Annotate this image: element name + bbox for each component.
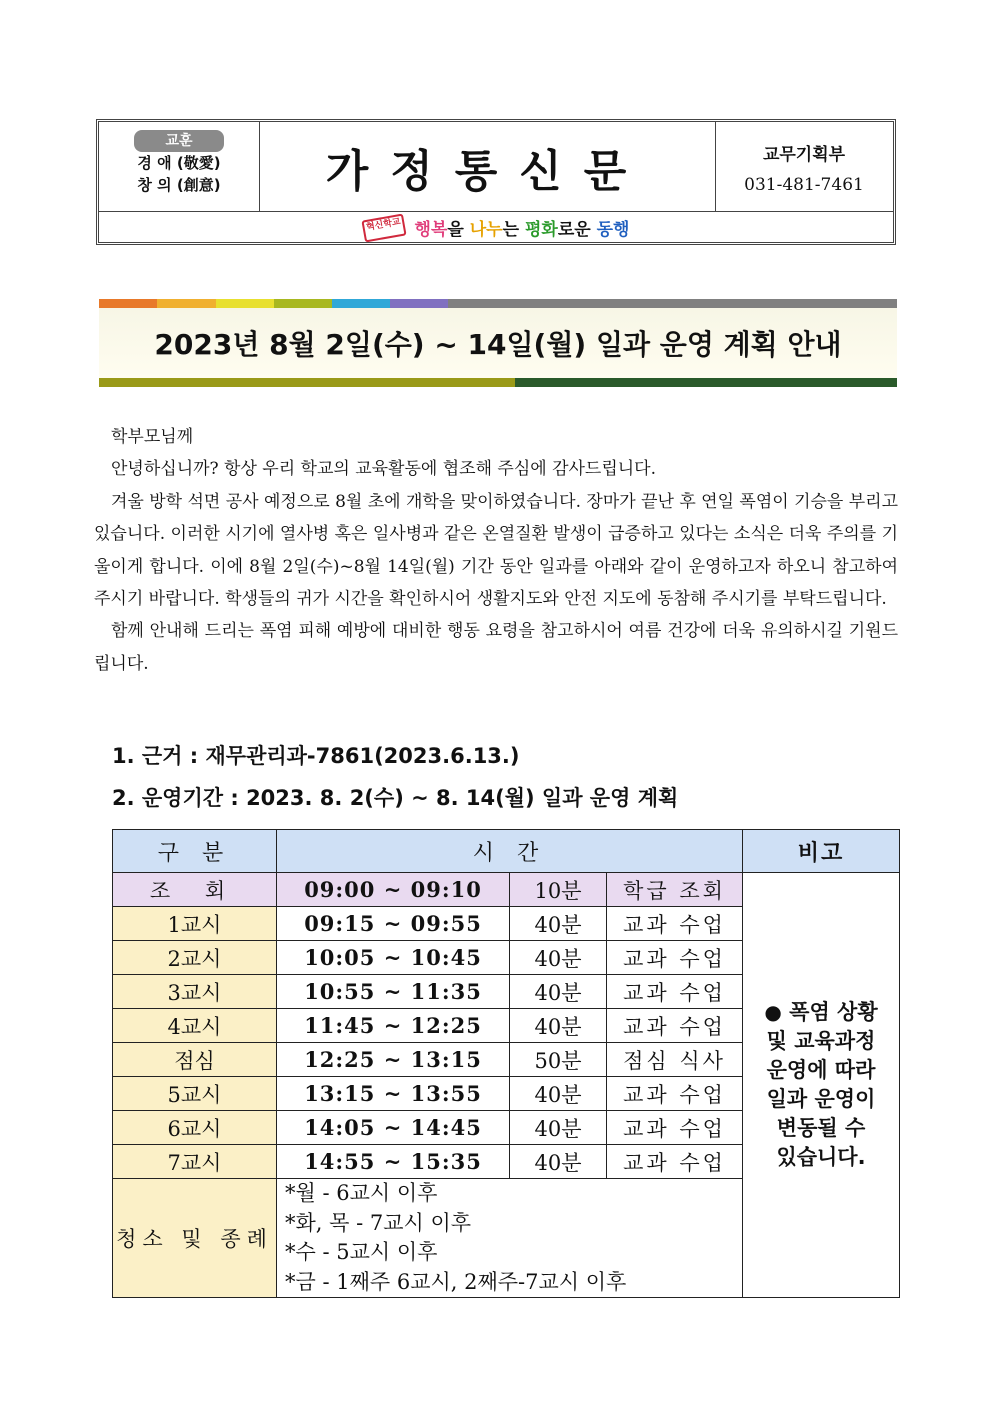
row-activity: 교과 수업: [607, 1145, 743, 1179]
row-label: 6교시: [113, 1111, 277, 1145]
row-label: 7교시: [113, 1145, 277, 1179]
remark-line: 운영에 따라: [766, 1058, 876, 1082]
row-time: 12:25 ~ 13:15: [277, 1043, 510, 1077]
school-motto: [99, 122, 260, 211]
row-time: 10:55 ~ 11:35: [277, 975, 510, 1009]
slogan-row: [99, 211, 893, 243]
row-minutes: 50분: [510, 1043, 607, 1077]
header-remark: 비고: [743, 830, 900, 873]
row-activity: 교과 수업: [607, 941, 743, 975]
row-label: 점심: [113, 1043, 277, 1077]
section-basis: 1. 근거 : 재무관리과-7861(2023.6.13.): [112, 744, 520, 768]
row-minutes: 40분: [510, 1009, 607, 1043]
row-label: 3교시: [113, 975, 277, 1009]
remark-line: 변동될 수: [776, 1116, 866, 1140]
motto-line-1: 경 애 (敬愛): [137, 154, 221, 172]
cleanup-note: *월 - 6교시 이후: [285, 1181, 438, 1205]
remark-line: 폭염 상황: [789, 1000, 878, 1024]
slogan-word: 을: [447, 220, 470, 240]
remark-line: 있습니다.: [776, 1145, 866, 1169]
banner-bottom-color-bar: [99, 378, 897, 387]
cleanup-label: 청소 및 종례: [113, 1179, 277, 1298]
row-minutes: 40분: [510, 941, 607, 975]
row-minutes: 40분: [510, 1077, 607, 1111]
table-header-row: [113, 830, 900, 873]
row-label: 조 회: [113, 873, 277, 907]
row-time: 11:45 ~ 12:25: [277, 1009, 510, 1043]
motto-badge: 교훈: [134, 130, 224, 152]
row-activity: 교과 수업: [607, 1009, 743, 1043]
newsletter-header: [96, 119, 896, 245]
remark-cell: [743, 873, 900, 1298]
row-minutes: 10분: [510, 873, 607, 907]
phone-number: 031-481-7461: [744, 175, 864, 195]
schedule-table: [112, 829, 900, 1298]
slogan-word: 행복: [414, 220, 448, 240]
remark-first-line: [743, 998, 899, 1027]
row-label: 2교시: [113, 941, 277, 975]
letter-body: [94, 421, 898, 680]
motto-line-2: 창 의 (創意): [137, 176, 221, 194]
row-label: 5교시: [113, 1077, 277, 1111]
cleanup-note: *수 - 5교시 이후: [285, 1240, 438, 1264]
paragraph-greeting: 안녕하십니까? 항상 우리 학교의 교육활동에 협조해 주심에 감사드립니다.: [111, 459, 657, 480]
banner-top-color-bar: [99, 299, 897, 308]
bullet-icon: ●: [764, 1000, 782, 1024]
row-activity: 교과 수업: [607, 1077, 743, 1111]
slogan-word: 평화: [524, 220, 558, 240]
color-segment: [515, 378, 897, 387]
row-label: 4교시: [113, 1009, 277, 1043]
slogan-word: 동행: [596, 220, 630, 240]
row-activity: 학급 조회: [607, 873, 743, 907]
row-activity: 교과 수업: [607, 975, 743, 1009]
slogan-word: 로운: [557, 220, 597, 240]
row-time: 13:15 ~ 13:55: [277, 1077, 510, 1111]
cleanup-notes: [277, 1179, 743, 1298]
department: 교무기획부: [762, 145, 846, 165]
header-category: 구 분: [113, 830, 277, 873]
row-minutes: 40분: [510, 975, 607, 1009]
color-segment: [216, 299, 274, 308]
slogan-word: 나누: [469, 220, 503, 240]
remark-line: 및 교육과정: [766, 1029, 876, 1053]
color-segment: [274, 299, 332, 308]
row-time: 14:05 ~ 14:45: [277, 1111, 510, 1145]
table-row: [113, 873, 900, 907]
color-segment: [99, 378, 515, 387]
row-time: 09:00 ~ 09:10: [277, 873, 510, 907]
row-time: 09:15 ~ 09:55: [277, 907, 510, 941]
remark-line: 일과 운영이: [766, 1087, 876, 1111]
color-segment: [332, 299, 390, 308]
row-minutes: 40분: [510, 907, 607, 941]
paragraph-main: 겨울 방학 석면 공사 예정으로 8월 초에 개학을 맞이하였습니다. 장마가 끝난 후 연일 폭염이 기승을 부리고 있습니다. 이러한 시기에 열사병 혹은 일사병과 같은 온열질환 발생이 급증하고 있다는 소식은 더욱 주의를 기울이게 합니다. 이에 8월 2일(수)~8월 14일(월) 기간 동안 일과를 아래와 같이 운영하고자 하오니 참고하여 주시기 바랍니다. 학생들의 귀가 시간을 확인하시어 생활지도와 안전 지도에 동참해 주시기를 부탁드립니다.: [94, 491, 898, 610]
contact-info: [715, 122, 893, 211]
row-time: 14:55 ~ 15:35: [277, 1145, 510, 1179]
row-label: 1교시: [113, 907, 277, 941]
color-segment: [99, 299, 157, 308]
header-time: 시 간: [277, 830, 743, 873]
salutation: 학부모님께: [111, 427, 194, 447]
paragraph-closing: 함께 안내해 드리는 폭염 피해 예방에 대비한 행동 요령을 참고하시어 여름 건강에 더욱 유의하시길 기원드립니다.: [94, 621, 898, 674]
newsletter-title: 가정통신문: [259, 122, 716, 211]
row-activity: 교과 수업: [607, 907, 743, 941]
row-minutes: 40분: [510, 1145, 607, 1179]
section-period: 2. 운영기간 : 2023. 8. 2(수) ~ 8. 14(월) 일과 운영 계획: [112, 786, 679, 810]
color-segment: [157, 299, 216, 308]
row-activity: 교과 수업: [607, 1111, 743, 1145]
color-segment: [390, 299, 448, 308]
color-segment: [448, 299, 897, 308]
row-minutes: 40분: [510, 1111, 607, 1145]
innovation-school-stamp-icon: 혁신학교: [361, 213, 406, 242]
row-time: 10:05 ~ 10:45: [277, 941, 510, 975]
notice-title-banner: 2023년 8월 2일(수) ~ 14일(월) 일과 운영 계획 안내: [99, 308, 897, 378]
cleanup-note: *화, 목 - 7교시 이후: [285, 1210, 472, 1235]
slogan-word: 는: [502, 220, 525, 240]
row-activity: 점심 식사: [607, 1043, 743, 1077]
cleanup-note: *금 - 1째주 6교시, 2째주-7교시 이후: [285, 1269, 627, 1294]
